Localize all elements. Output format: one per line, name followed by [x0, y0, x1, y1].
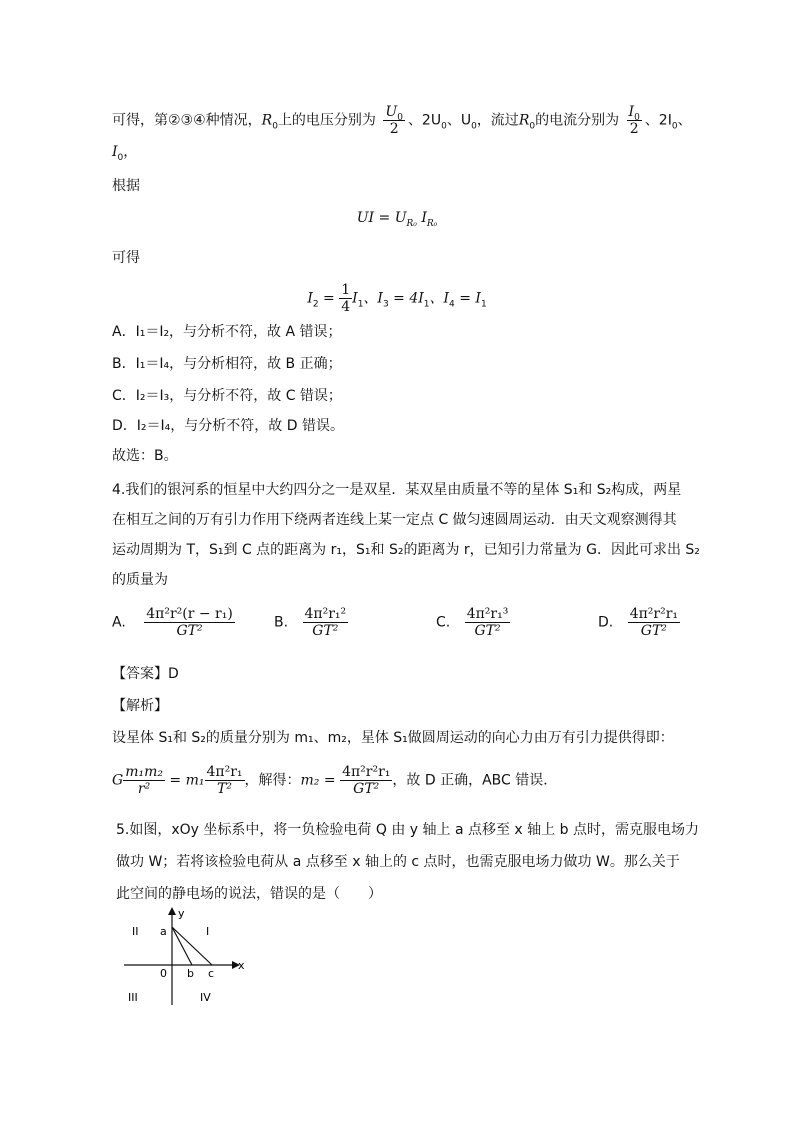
r0-symbol: R [261, 112, 273, 129]
label-o: 0 [160, 967, 167, 980]
label-c: c [208, 967, 215, 980]
q4-line-2: 在相互之间的万有引力作用下绕两者连线上某一定点 C 做匀速圆周运动．由天文观察测得其 [112, 512, 677, 528]
answer-line: 故选：B。 [112, 448, 178, 464]
fraction-i0-over-2: $\frac{I_0}{2}$ [628, 104, 640, 137]
text: 上的电压分别为 [277, 112, 376, 129]
gen-label: 根据 [112, 178, 140, 194]
answer-block [112, 664, 179, 684]
analysis-equation: G $\frac{\text{m₁m₂}}{\text{r²}}$ = m₁ $\frac{\text{4π²r₁}}{\text{T²}}$ ，解得：m₂ = $\frac{\text{4π²r²r₁}}{\text{GT²}}$ ，故 D 正确，ABC 错误． [112, 764, 558, 797]
q4-line-1: 4.我们的银河系的恒星中大约四分之一是双星．某双星由质量不等的星体 S₁和 S₂构成，两星 [112, 482, 682, 498]
text: 、U [446, 112, 472, 129]
y-arrow-icon [168, 907, 176, 915]
analysis-tag: 【解析】 [112, 698, 168, 714]
answer-tag: 【答案】 [112, 666, 168, 682]
quadrant-3: III [128, 991, 138, 1004]
quadrant-1: I [206, 925, 210, 938]
coordinate-figure [120, 905, 250, 1010]
text: ，流过 [476, 112, 519, 129]
paragraph-line-2: $I_0$， [112, 144, 138, 163]
answer-value: D [168, 666, 179, 682]
q5-line-2: 做功 W；若将该检验电荷从 a 点移至 x 轴上的 c 点时，也需克服电场力做功 W。那么关于 [116, 854, 680, 870]
option-b: B．I₁＝I₄，与分析相符，故 B 正确； [112, 356, 342, 372]
q4-line-4: 的质量为 [112, 572, 168, 588]
q5-line-1: 5.如图，xOy 坐标系中，将一负检验电荷 Q 由 y 轴上 a 点移至 x 轴上 b 点时，需克服电场力 [116, 822, 699, 838]
q4-option-b: B. $\frac{\text{4π²r₁²}}{\text{GT²}}$ [274, 606, 347, 639]
q4-option-a: A. $\frac{\text{4π²r²(r − r₁)}}{\text{GT²}}$ [112, 606, 233, 639]
label-x: x [238, 959, 245, 972]
option-d: D．I₂＝I₄，与分析不符，故 D 错误。 [112, 418, 344, 434]
formula-currents: $I_2$ = $\frac{1}{4}$ $I_1$、$I_3 = 4I_1$、$I_4 = I_1$ [307, 282, 487, 315]
segment-ab [172, 927, 192, 965]
option-a: A．I₁＝I₂，与分析不符，故 A 错误； [112, 324, 342, 340]
analysis-line: 设星体 S₁和 S₂的质量分别为 m₁、m₂，星体 S₁做圆周运动的向心力由万有引力提供得即： [112, 730, 674, 746]
quadrant-4: IV [200, 991, 211, 1004]
q4-option-d: D. $\frac{\text{4π²r²r₁}}{\text{GT²}}$ [598, 606, 679, 639]
r0-symbol: R [518, 112, 530, 129]
label-b: b [187, 967, 194, 980]
quadrant-2: II [132, 925, 139, 938]
formula-ui: UI = $U_{R_0}$ $I_{R_0}$ [356, 210, 438, 229]
text: 、 [677, 112, 692, 129]
q4-line-3: 运动周期为 T，S₁到 C 点的距离为 r₁，S₁和 S₂的距离为 r，已知引力常量为 G．因此可求出 S₂ [112, 542, 700, 558]
text: 、2I [644, 112, 672, 129]
label-a: a [160, 925, 167, 938]
text: 的电流分别为 [535, 112, 620, 129]
kede-label: 可得 [112, 250, 140, 266]
label-y: y [178, 907, 185, 920]
fraction-u0-over-2: $\frac{U_0}{2}$ [385, 104, 403, 137]
q4-option-c: C. $\frac{\text{4π²r₁³}}{\text{GT²}}$ [436, 606, 509, 639]
text: 、2U [407, 112, 442, 129]
q5-line-3: 此空间的静电场的说法，错误的是（ ） [116, 886, 382, 902]
option-c: C．I₂＝I₃，与分析不符，故 C 错误； [112, 388, 342, 404]
paragraph-voltage-current: 可得，第②③④种情况，$R_0$上的电压分别为 $\frac{U_0}{2}$ 、$2U_0$、$U_0$，流过$R_0$的电流分别为 $\frac{I_0}{2}$ 、$2I_0$、 [112, 104, 692, 137]
text: 可得，第②③④种情况， [112, 112, 262, 129]
